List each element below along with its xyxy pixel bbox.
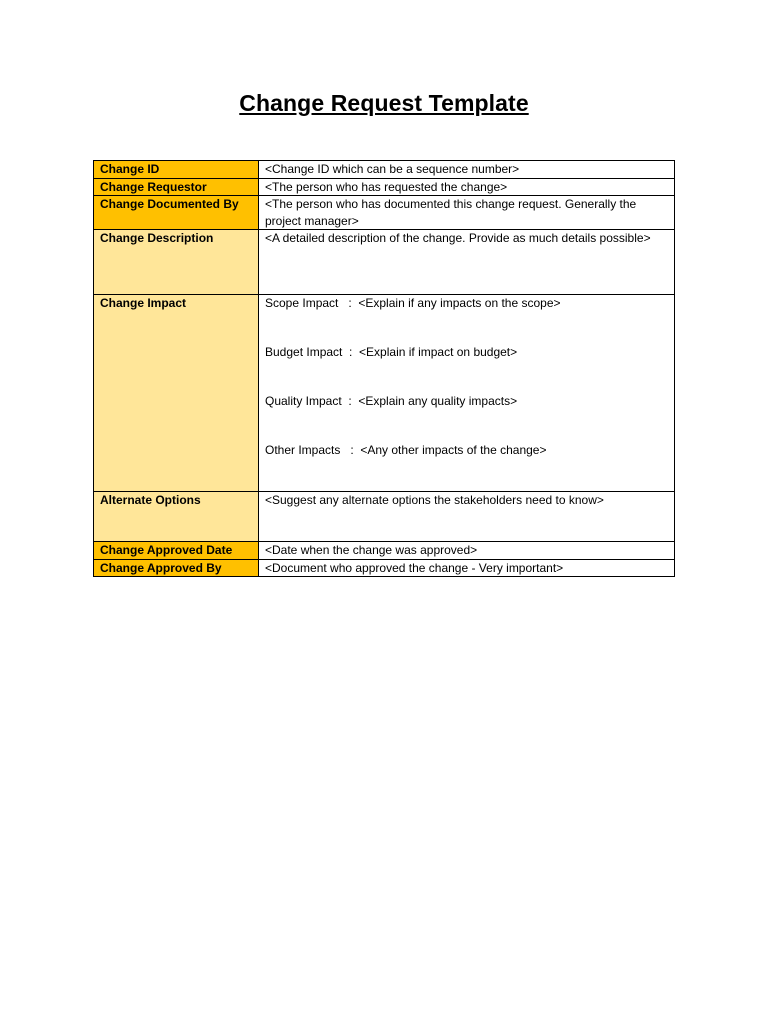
label-change-approved-date: Change Approved Date <box>94 542 259 560</box>
document-title: Change Request Template <box>239 90 529 116</box>
other-impacts-line: Other Impacts : <Any other impacts of the change> <box>265 443 547 457</box>
table-row-alternate-options <box>94 492 675 542</box>
value-change-documented-by[interactable]: <The person who has documented this change request. Generally the project manager> <box>259 196 675 230</box>
quality-impact-line: Quality Impact : <Explain any quality impacts> <box>265 394 518 408</box>
label-change-id: Change ID <box>94 161 259 179</box>
value-change-approved-by[interactable]: <Document who approved the change - Very important> <box>259 559 675 577</box>
table-row-change-approved-by <box>94 559 675 577</box>
label-change-impact: Change Impact <box>94 295 259 492</box>
table-row-change-id <box>94 161 675 179</box>
scope-impact-line: Scope Impact : <Explain if any impacts on the scope> <box>265 296 561 310</box>
budget-impact-line: Budget Impact : <Explain if impact on budget> <box>265 345 518 359</box>
change-request-table <box>93 160 675 577</box>
value-alternate-options[interactable]: <Suggest any alternate options the stakeholders need to know> <box>259 492 675 542</box>
table-row-change-impact <box>94 295 675 492</box>
table-row-change-documented-by <box>94 196 675 230</box>
table-row-change-description <box>94 230 675 295</box>
value-change-approved-date[interactable]: <Date when the change was approved> <box>259 542 675 560</box>
table-row-change-approved-date <box>94 542 675 560</box>
label-change-approved-by: Change Approved By <box>94 559 259 577</box>
value-change-description[interactable]: <A detailed description of the change. Provide as much details possible> <box>259 230 675 295</box>
value-change-id[interactable]: <Change ID which can be a sequence number> <box>259 161 675 179</box>
label-change-documented-by: Change Documented By <box>94 196 259 230</box>
label-change-requestor: Change Requestor <box>94 178 259 196</box>
label-alternate-options: Alternate Options <box>94 492 259 542</box>
value-change-requestor[interactable]: <The person who has requested the change> <box>259 178 675 196</box>
value-change-impact[interactable] <box>259 295 675 492</box>
label-change-description: Change Description <box>94 230 259 295</box>
table-row-change-requestor <box>94 178 675 196</box>
